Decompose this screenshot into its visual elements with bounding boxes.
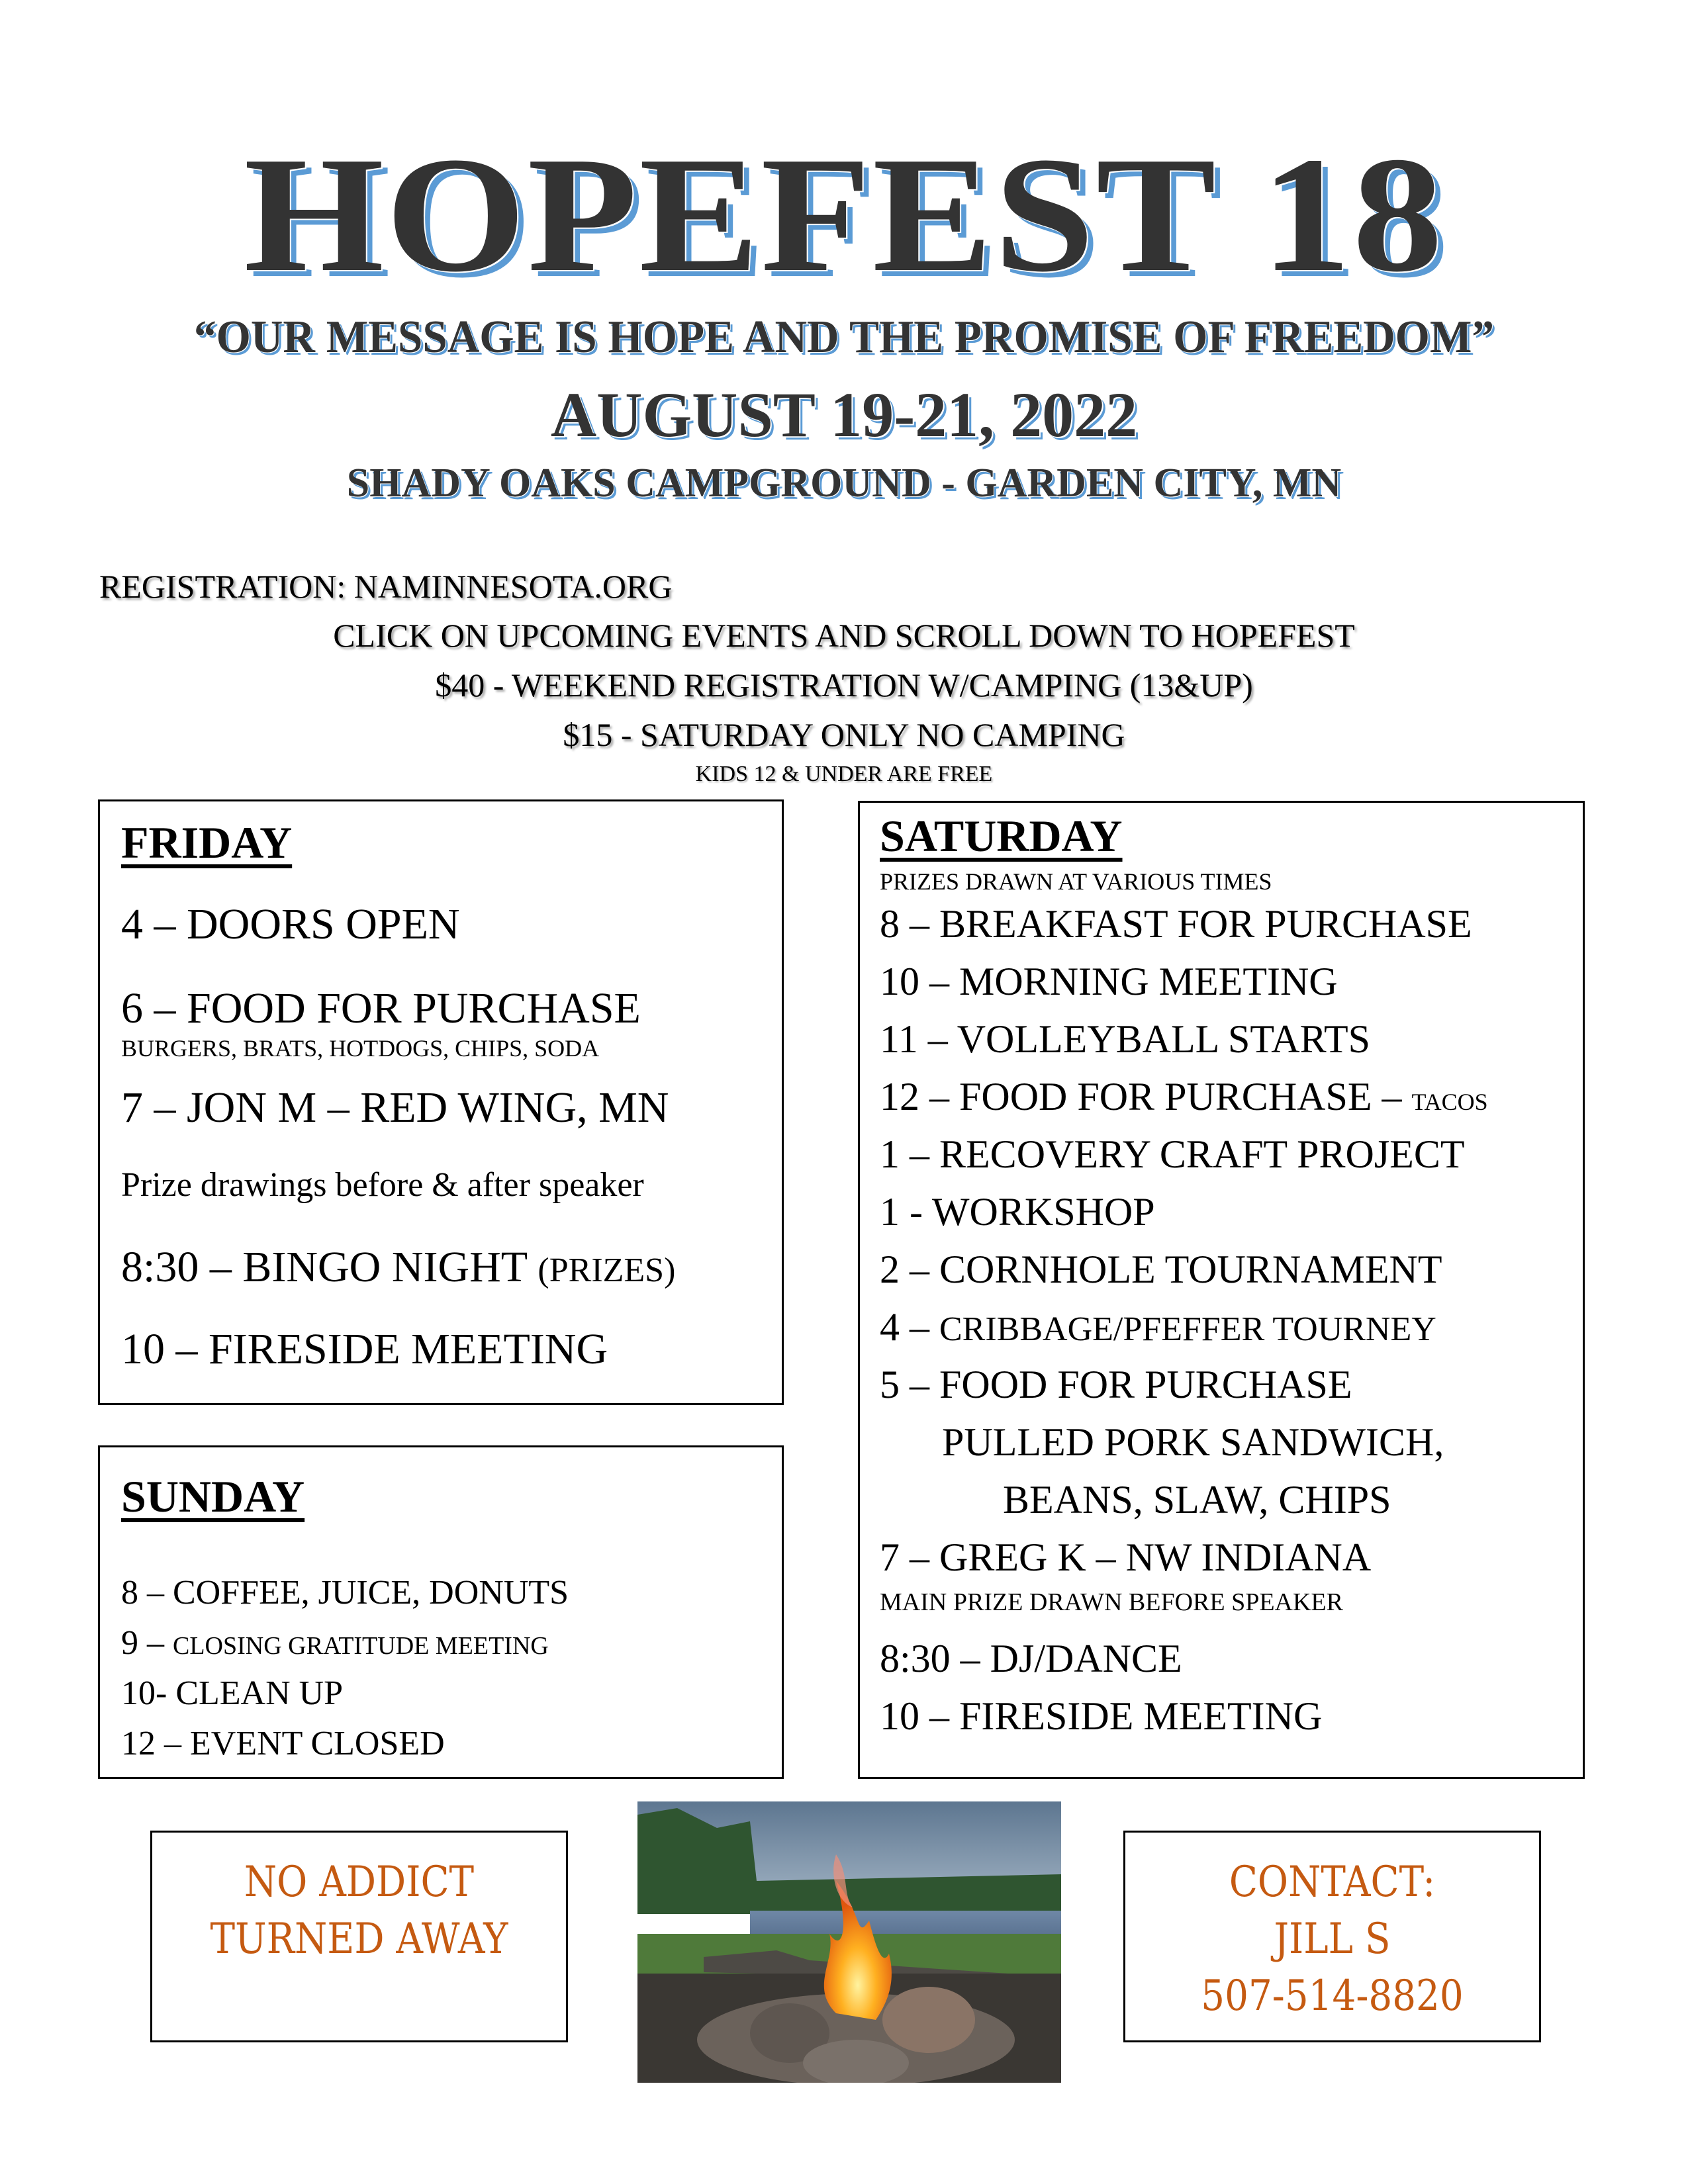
schedule-item: 5 – FOOD FOR PURCHASE xyxy=(880,1363,1352,1406)
schedule-item-text: 8:30 – BINGO NIGHT xyxy=(121,1243,527,1291)
schedule-item: 10- CLEAN UP xyxy=(121,1674,344,1712)
no-addict-line: TURNED AWAY xyxy=(210,1915,508,1964)
sunday-heading: SUNDAY xyxy=(121,1471,305,1522)
friday-heading: FRIDAY xyxy=(121,817,293,868)
contact-box xyxy=(1123,1831,1541,2042)
event-venue: SHADY OAKS CAMPGROUND - GARDEN CITY, MN xyxy=(346,461,1342,506)
schedule-item: 10 – FIRESIDE MEETING xyxy=(880,1694,1323,1738)
schedule-item xyxy=(880,1304,1436,1350)
schedule-item: 7 – JON M – RED WING, MN xyxy=(121,1083,669,1132)
registration-instructions: CLICK ON UPCOMING EVENTS AND SCROLL DOWN TO HOPEFEST xyxy=(333,617,1355,654)
contact-name: JILL S xyxy=(1274,1915,1391,1964)
schedule-item-text: 12 – FOOD FOR PURCHASE – xyxy=(880,1075,1402,1118)
schedule-item: 10 – MORNING MEETING xyxy=(880,960,1338,1003)
schedule-item: 2 – CORNHOLE TOURNAMENT xyxy=(880,1248,1442,1291)
saturday-schedule xyxy=(858,801,1585,1779)
schedule-item-detail: PULLED PORK SANDWICH, xyxy=(942,1420,1444,1464)
registration-site: REGISTRATION: NAMINNESOTA.ORG xyxy=(99,568,673,605)
schedule-item: 12 – EVENT CLOSED xyxy=(121,1725,445,1762)
schedule-item: 4 – DOORS OPEN xyxy=(121,900,460,948)
schedule-item-note: BURGERS, BRATS, HOTDOGS, CHIPS, SODA xyxy=(121,1035,600,1062)
no-addict-line: NO ADDICT xyxy=(244,1858,475,1907)
schedule-item-text: CLOSING GRATITUDE MEETING xyxy=(173,1632,549,1660)
schedule-item: 7 – GREG K – NW INDIANA xyxy=(880,1535,1372,1579)
weekend-price: $40 - WEEKEND REGISTRATION W/CAMPING (13&UP) xyxy=(435,666,1253,704)
schedule-item: 1 - WORKSHOP xyxy=(880,1190,1155,1234)
friday-schedule xyxy=(98,799,784,1405)
campfire-photo xyxy=(637,1801,1061,2083)
contact-phone: 507-514-8820 xyxy=(1201,1972,1464,2021)
schedule-item-prefix: 9 – xyxy=(121,1624,173,1662)
schedule-item-detail: BEANS, SLAW, CHIPS xyxy=(1003,1478,1391,1522)
saturday-price: $15 - SATURDAY ONLY NO CAMPING xyxy=(563,716,1125,753)
schedule-item-note: MAIN PRIZE DRAWN BEFORE SPEAKER xyxy=(880,1588,1343,1616)
schedule-item-suffix: (PRIZES) xyxy=(538,1251,676,1289)
schedule-item-prefix: 4 – xyxy=(880,1305,939,1349)
saturday-subheading: PRIZES DRAWN AT VARIOUS TIMES xyxy=(880,868,1272,895)
schedule-item xyxy=(121,1623,549,1663)
schedule-item: 11 – VOLLEYBALL STARTS xyxy=(880,1017,1371,1061)
schedule-item: 1 – RECOVERY CRAFT PROJECT xyxy=(880,1132,1465,1176)
schedule-item xyxy=(880,1073,1488,1120)
schedule-item: Prize drawings before & after speaker xyxy=(121,1166,644,1204)
schedule-item: 10 – FIRESIDE MEETING xyxy=(121,1325,608,1373)
sunday-schedule xyxy=(98,1445,784,1779)
event-title: HOPEFEST 18 xyxy=(244,123,1444,306)
schedule-item: 6 – FOOD FOR PURCHASE xyxy=(121,984,641,1032)
no-addict-turned-away-box xyxy=(150,1831,568,2042)
kids-free-note: KIDS 12 & UNDER ARE FREE xyxy=(695,762,993,786)
schedule-item: 8:30 – DJ/DANCE xyxy=(880,1637,1182,1680)
schedule-item-suffix: TACOS xyxy=(1411,1089,1488,1115)
contact-label: CONTACT: xyxy=(1229,1858,1436,1907)
schedule-item: 8 – COFFEE, JUICE, DONUTS xyxy=(121,1574,569,1612)
saturday-heading: SATURDAY xyxy=(880,811,1123,861)
event-tagline: “OUR MESSAGE IS HOPE AND THE PROMISE OF FREEDOM” xyxy=(194,312,1494,363)
event-dates: AUGUST 19-21, 2022 xyxy=(550,379,1138,450)
schedule-item-text: CRIBBAGE/PFEFFER TOURNEY xyxy=(939,1310,1436,1348)
schedule-item: 8 – BREAKFAST FOR PURCHASE xyxy=(880,902,1472,946)
schedule-item xyxy=(121,1242,675,1293)
